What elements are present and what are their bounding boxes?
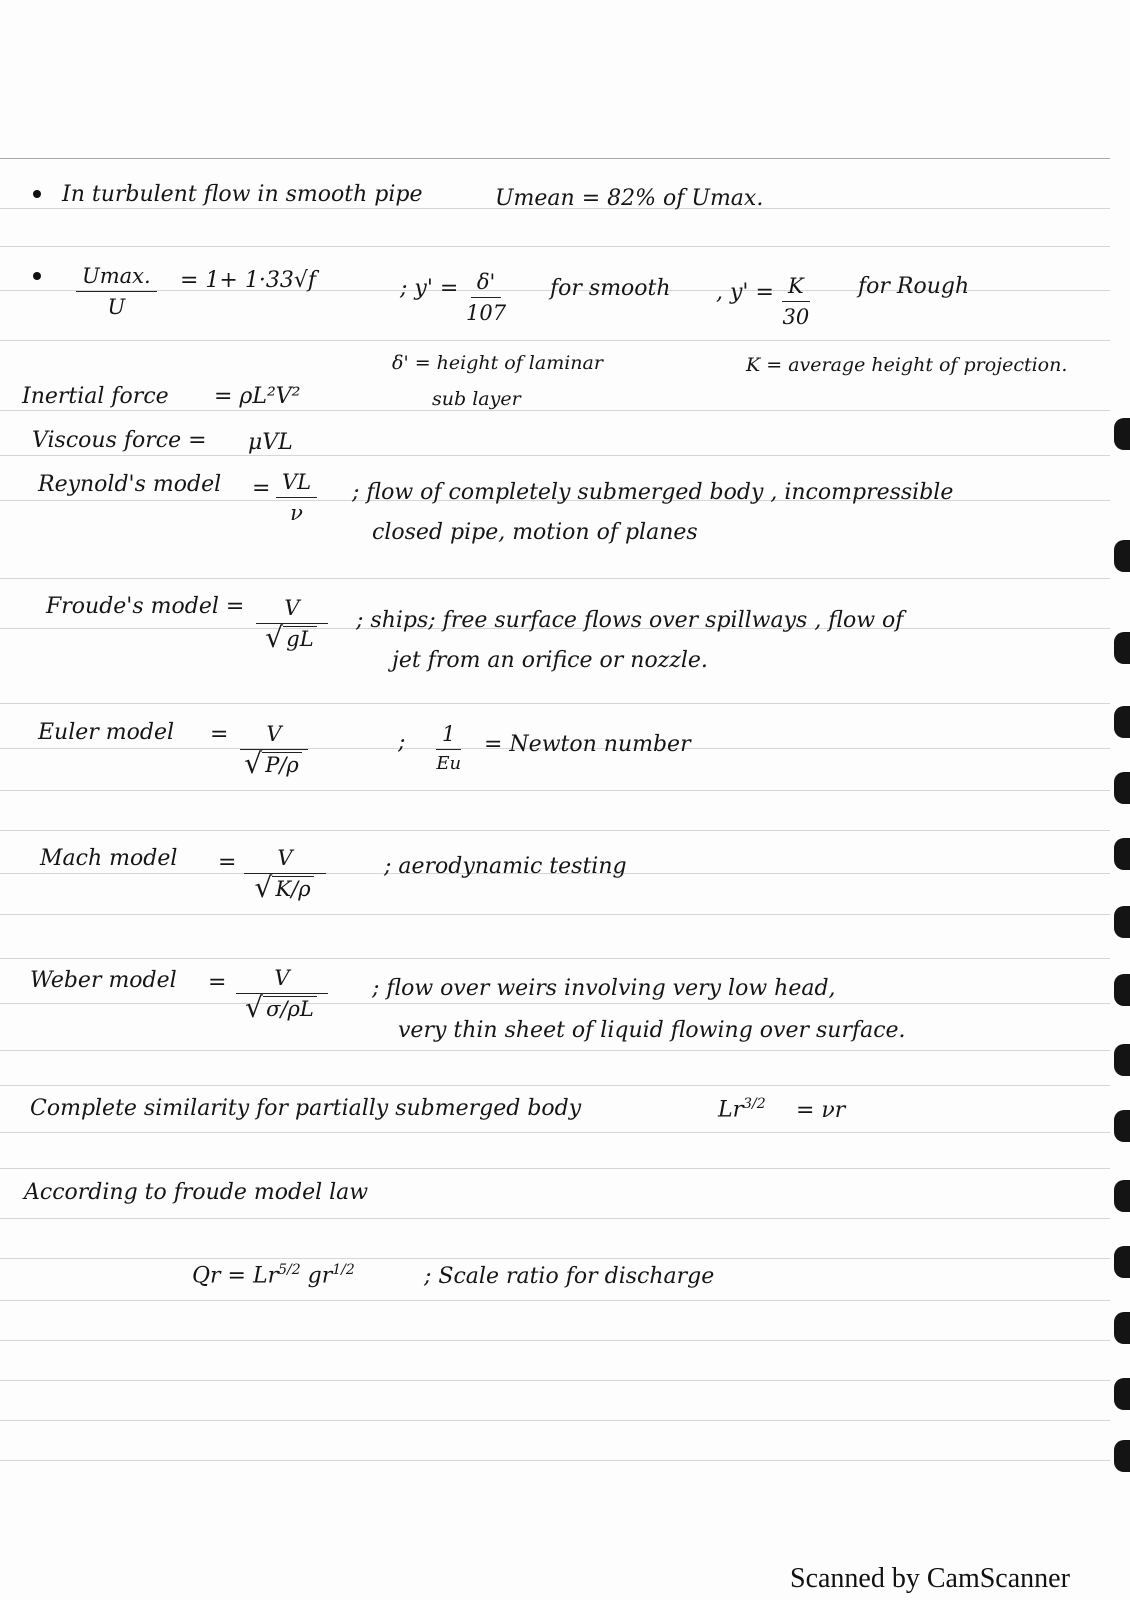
reynolds-model-label: Reynold's model <box>38 472 222 497</box>
k-definition: K = average height of projection. <box>746 354 1068 376</box>
froude-law-text: According to froude model law <box>24 1180 369 1205</box>
ruled-line <box>0 1132 1110 1133</box>
euler-fraction <box>240 722 308 778</box>
ruled-line <box>0 1003 1110 1004</box>
bullet <box>33 272 41 280</box>
froude-description-2: jet from an orifice or nozzle. <box>392 648 708 673</box>
fraction-numerator: 1 <box>436 722 461 750</box>
weber-equals: = <box>208 970 227 995</box>
binder-ring <box>1114 1378 1130 1410</box>
euler-model-label: Euler model <box>38 720 175 745</box>
camscanner-watermark: Scanned by CamScanner <box>790 1563 1070 1594</box>
one-over-eu-fraction <box>436 722 461 775</box>
fraction-numerator: Umax. <box>76 264 157 292</box>
fraction-numerator: V <box>236 966 328 994</box>
ruled-line <box>0 340 1110 341</box>
froude-model-label: Froude's model = <box>46 594 245 619</box>
fraction-numerator: V <box>244 846 326 874</box>
newton-number-text: = Newton number <box>484 732 691 757</box>
ruled-line <box>0 1300 1110 1301</box>
fraction-numerator: δ' <box>471 270 501 298</box>
bullet <box>33 190 41 198</box>
scale-ratio-text: ; Scale ratio for discharge <box>424 1264 715 1289</box>
ruled-line <box>0 1050 1110 1051</box>
y-prime-rough-label: , y' = <box>716 280 774 305</box>
ruled-line <box>0 1218 1110 1219</box>
ruled-line <box>0 1380 1110 1381</box>
discharge-ratio-formula <box>192 1262 355 1288</box>
mach-equals: = <box>218 850 237 875</box>
similarity-lr <box>718 1096 766 1122</box>
radicand: K/ρ <box>272 876 313 901</box>
inertial-force-label: Inertial force <box>22 384 169 409</box>
binder-ring <box>1114 632 1130 664</box>
for-smooth-text: for smooth <box>550 276 671 301</box>
binder-ring <box>1114 1044 1130 1076</box>
ruled-line <box>0 1460 1110 1461</box>
ruled-line <box>0 914 1110 915</box>
square-root <box>247 997 317 1022</box>
ruled-line <box>0 246 1110 247</box>
ruled-line <box>0 1420 1110 1421</box>
ruled-line <box>0 703 1110 704</box>
y-prime-rough-fraction <box>782 274 810 330</box>
binder-ring <box>1114 1180 1130 1212</box>
fraction-denominator: U <box>107 295 126 320</box>
binder-ring <box>1114 1246 1130 1278</box>
y-prime-label: ; y' = <box>400 276 459 301</box>
gr-symbol: gr <box>307 1263 333 1289</box>
umax-formula: = 1+ 1·33√f <box>180 268 316 293</box>
weber-description-1: ; flow over weirs involving very low head, <box>372 976 836 1001</box>
binder-ring <box>1114 540 1130 572</box>
square-root <box>267 627 316 652</box>
weber-fraction <box>236 966 328 1022</box>
ruled-line <box>0 578 1110 579</box>
reynolds-description-2: closed pipe, motion of planes <box>372 520 698 545</box>
fraction-denominator: 30 <box>782 305 810 330</box>
reynolds-description-1: ; flow of completely submerged body , incompressible <box>352 480 954 505</box>
exp-1-2: 1/2 <box>332 1262 355 1278</box>
ruled-line <box>0 158 1110 159</box>
binder-ring <box>1114 974 1130 1006</box>
mach-model-label: Mach model <box>40 846 178 871</box>
ruled-line <box>0 830 1110 831</box>
sub-layer-text: sub layer <box>432 388 521 410</box>
ruled-line <box>0 958 1110 959</box>
binder-ring <box>1114 706 1130 738</box>
delta-definition: δ' = height of laminar <box>392 352 603 374</box>
fraction-numerator: VL <box>276 470 317 498</box>
similarity-rhs: = νr <box>796 1098 846 1123</box>
binder-ring <box>1114 906 1130 938</box>
binder-ring <box>1114 772 1130 804</box>
ruled-line <box>0 410 1110 411</box>
euler-semicolon: ; <box>398 730 406 755</box>
euler-equals: = <box>210 722 229 747</box>
radicand: σ/ρL <box>263 996 317 1021</box>
weber-description-2: very thin sheet of liquid flowing over surface. <box>398 1018 906 1043</box>
viscous-force-label: Viscous force = <box>32 428 207 453</box>
froude-fraction <box>256 596 328 652</box>
mach-description: ; aerodynamic testing <box>384 854 627 879</box>
fraction-denominator-wrapper <box>246 750 302 778</box>
fraction-numerator: V <box>256 596 328 624</box>
fraction-denominator-wrapper <box>256 874 313 902</box>
turbulent-flow-text: In turbulent flow in smooth pipe <box>62 182 423 207</box>
ruled-line <box>0 1340 1110 1341</box>
fraction-denominator: Eu <box>436 753 462 775</box>
fraction-numerator: K <box>782 274 810 302</box>
y-prime-smooth-fraction <box>466 270 506 326</box>
froude-description-1: ; ships; free surface flows over spillways , flow of <box>356 608 904 633</box>
weber-model-label: Weber model <box>30 968 177 993</box>
binder-ring <box>1114 418 1130 450</box>
fraction-numerator: V <box>240 722 308 750</box>
fraction-denominator-wrapper <box>267 624 316 652</box>
q-lr: Qr = Lr <box>192 1263 279 1289</box>
mach-fraction <box>244 846 326 902</box>
lr-symbol: Lr <box>718 1097 744 1123</box>
for-rough-text: for Rough <box>858 274 970 299</box>
square-root <box>256 877 313 902</box>
reynolds-equals: = <box>252 476 271 501</box>
umean-text: Umean = 82% of Umax. <box>495 186 764 211</box>
binder-ring <box>1114 838 1130 870</box>
radicand: gL <box>283 626 316 651</box>
binder-ring <box>1114 1312 1130 1344</box>
exp-5-2: 5/2 <box>278 1262 301 1278</box>
radicand: P/ρ <box>262 752 302 777</box>
binder-ring <box>1114 1110 1130 1142</box>
viscous-force-value: μVL <box>248 430 293 455</box>
fraction-denominator: ν <box>290 501 303 526</box>
ruled-line <box>0 1258 1110 1259</box>
fraction-denominator: 107 <box>466 301 507 326</box>
lr-exponent: 3/2 <box>743 1096 766 1112</box>
inertial-force-value: = ρL²V² <box>214 384 301 409</box>
binder-ring <box>1114 1440 1130 1472</box>
umax-over-u-fraction <box>76 264 157 320</box>
square-root <box>246 753 302 778</box>
fraction-denominator-wrapper <box>247 994 317 1022</box>
reynolds-fraction <box>276 470 317 526</box>
ruled-line <box>0 455 1110 456</box>
similarity-text: Complete similarity for partially submerged body <box>30 1096 582 1121</box>
ruled-line <box>0 1085 1110 1086</box>
ruled-line <box>0 790 1110 791</box>
ruled-line <box>0 1168 1110 1169</box>
